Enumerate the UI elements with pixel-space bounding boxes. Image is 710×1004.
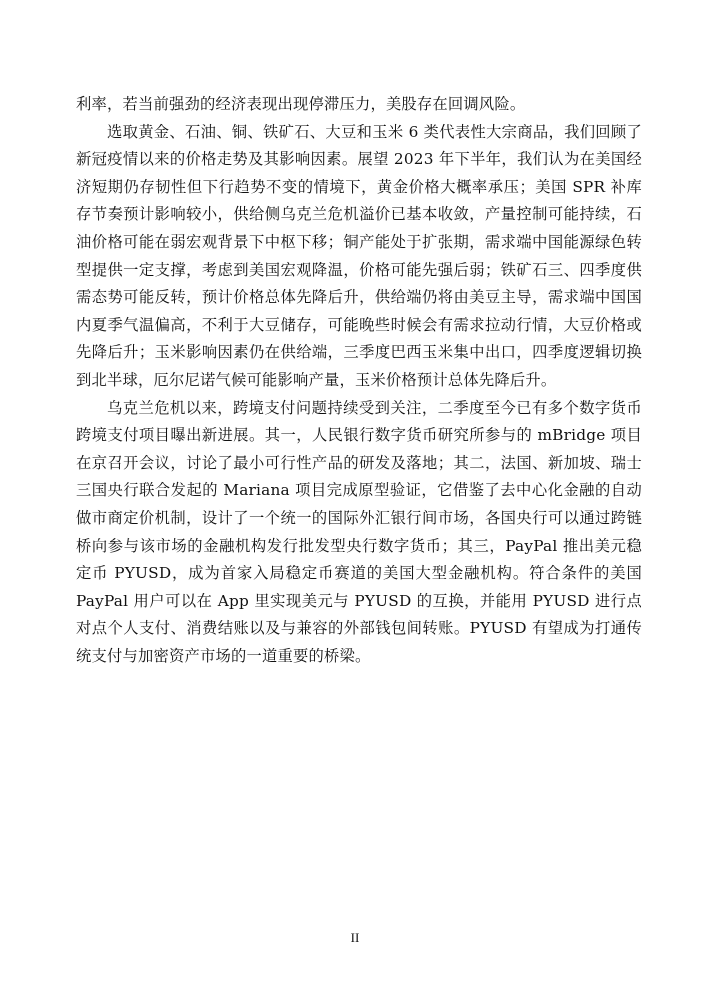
body-text: [76, 91, 642, 670]
paragraph-continuation: 利率，若当前强劲的经济表现出现停滞压力，美股存在回调风险。: [76, 95, 526, 113]
page-number: II: [350, 930, 360, 945]
paragraph-cross-border-payment: 乌克兰危机以来，跨境支付问题持续受到关注，二季度至今已有多个数字货币跨境支付项目曝出新进展。其一，人民银行数字货币研究所参与的 mBridge 项目在京召开会议，讨论了最小可行性产品的研发及落地；其二，法国、新加坡、瑞士三国央行联合发起的 Mariana 项目完成原型验证，它借鉴了去中心化金融的自动做市商定价机制，设计了一个统一的国际外汇银行间市场，各国央行可以通过跨链桥向参与该市场的金融机构发行批发型央行数字货币；其三，PayPal 推出美元稳定币 PYUSD，成为首家入局稳定币赛道的美国大型金融机构。符合条件的美国 PayPal 用户可以在 App 里实现美元与 PYUSD 的互换，并能用 PYUSD 进行点对点个人支付、消费结账以及与兼容的外部钱包间转账。PYUSD 有望成为打通传统支付与加密资产市场的一道重要的桥梁。: [76, 398, 642, 665]
paragraph-commodities: 选取黄金、石油、铜、铁矿石、大豆和玉米 6 类代表性大宗商品，我们回顾了新冠疫情以来的价格走势及其影响因素。展望 2023 年下半年，我们认为在美国经济短期仍存韧性但下行趋势不变的情境下，黄金价格大概率承压；美国 SPR 补库存节奏预计影响较小，供给侧乌克兰危机溢价已基本收敛，产量控制可能持续，石油价格可能在弱宏观背景下中枢下移；铜产能处于扩张期，需求端中国能源绿色转型提供一定支撑，考虑到美国宏观降温，价格可能先强后弱；铁矿石三、四季度供需态势可能反转，预计价格总体先降后升，供给端仍将由美豆主导，需求端中国国内夏季气温偏高，不利于大豆储存，可能晚些时候会有需求拉动行情，大豆价格或先降后升；玉米影响因素仍在供给端，三季度巴西玉米集中出口，四季度逻辑切换到北半球，厄尔尼诺气候可能影响产量，玉米价格预计总体先降后升。: [76, 122, 642, 389]
